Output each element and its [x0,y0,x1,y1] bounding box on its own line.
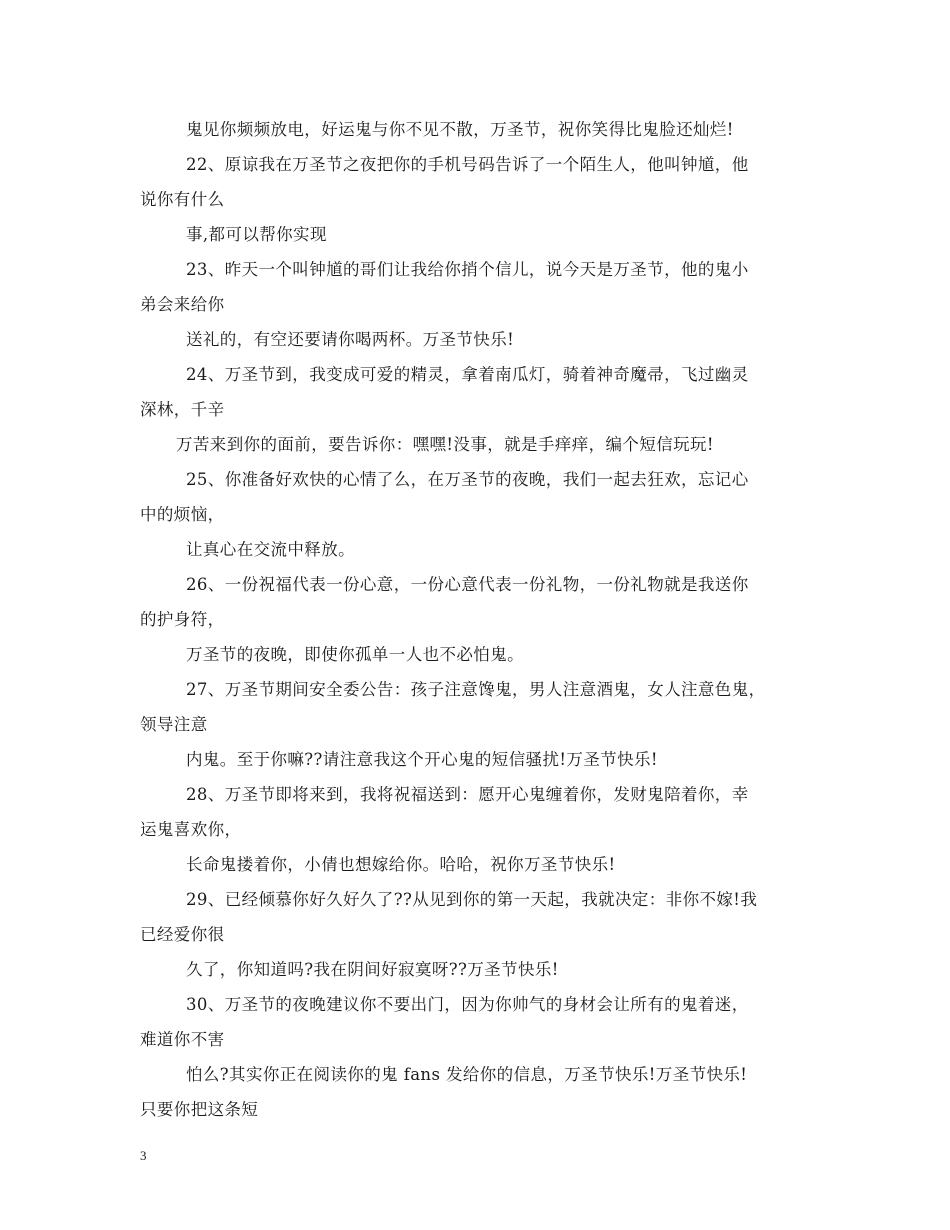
text-line: 22、原谅我在万圣节之夜把你的手机号码告诉了一个陌生人，他叫钟馗，他 [186,155,749,174]
page-number: 3 [140,1148,147,1163]
text-line: 让真心在交流中释放。 [186,540,355,559]
text-line: 长命鬼搂着你，小倩也想嫁给你。哈哈，祝你万圣节快乐! [186,855,616,874]
text-line: 弟会来给你 [140,295,225,314]
text-line: 运鬼喜欢你， [140,820,242,839]
text-line: 说你有什么 [140,190,225,209]
text-line: 28、万圣节即将来到，我将祝福送到：愿开心鬼缠着你，发财鬼陪着你，幸 [186,785,749,804]
text-line: 23、昨天一个叫钟馗的哥们让我给你捎个信儿，说今天是万圣节，他的鬼小 [186,260,749,279]
text-line: 鬼见你频频放电，好运鬼与你不见不散，万圣节，祝你笑得比鬼脸还灿烂! [186,120,734,139]
text-line: 怕么?其实你正在阅读你的鬼 fans 发给你的信息，万圣节快乐!万圣节快乐! [186,1065,748,1084]
text-line: 久了，你知道吗?我在阴间好寂寞呀??万圣节快乐! [186,960,559,979]
text-line: 27、万圣节期间安全委公告：孩子注意馋鬼，男人注意酒鬼，女人注意色鬼， [186,680,766,699]
text-line: 事,都可以帮你实现 [186,225,327,244]
text-line: 26、一份祝福代表一份心意，一份心意代表一份礼物，一份礼物就是我送你 [186,575,749,594]
text-line: 万苦来到你的面前，要告诉你：嘿嘿!没事，就是手痒痒，编个短信玩玩! [176,435,714,454]
text-line: 内鬼。至于你嘛??请注意我这个开心鬼的短信骚扰!万圣节快乐! [186,750,658,769]
text-line: 万圣节的夜晚，即使你孤单一人也不必怕鬼。 [186,645,524,664]
text-line: 的护身符， [140,610,225,629]
text-line: 25、你准备好欢快的心情了么，在万圣节的夜晚，我们一起去狂欢，忘记心 [186,470,749,489]
text-line: 中的烦恼， [140,505,225,524]
text-line: 深林，千辛 [140,400,225,419]
text-line: 送礼的，有空还要请你喝两杯。万圣节快乐! [186,330,515,349]
text-line: 30、万圣节的夜晚建议你不要出门，因为你帅气的身材会让所有的鬼着迷， [186,995,749,1014]
text-line: 难道你不害 [140,1030,225,1049]
text-line: 已经爱你很 [140,925,225,944]
text-line: 24、万圣节到，我变成可爱的精灵，拿着南瓜灯，骑着神奇魔帚，飞过幽灵 [186,365,749,384]
text-line: 29、已经倾慕你好久好久了??从见到你的第一天起，我就决定：非你不嫁!我 [186,890,758,909]
text-line: 只要你把这条短 [140,1100,259,1119]
text-line: 领导注意 [140,715,208,734]
